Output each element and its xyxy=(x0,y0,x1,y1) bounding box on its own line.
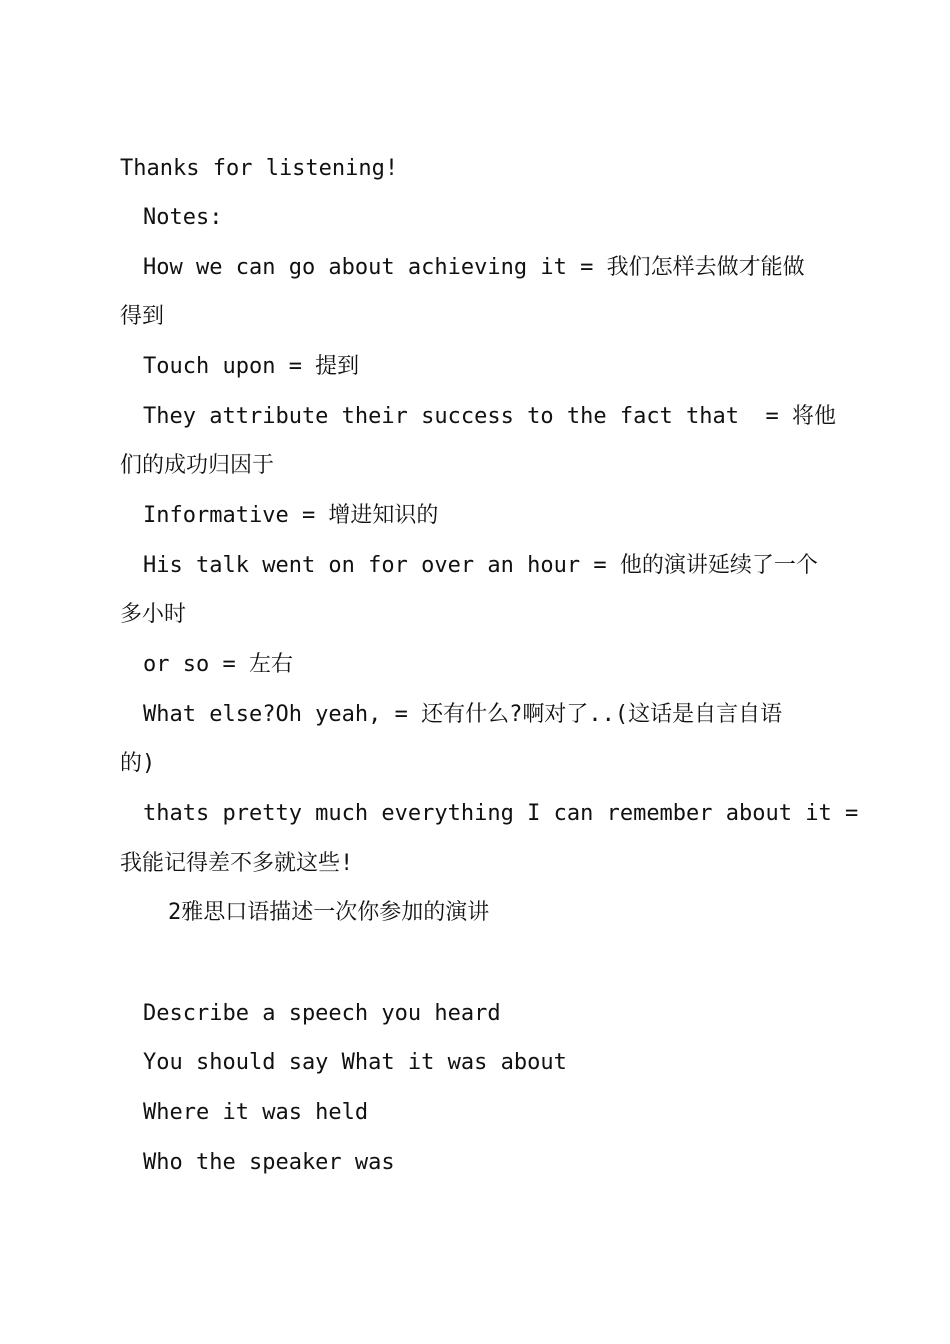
text-line: 我能记得差不多就这些! xyxy=(120,851,354,876)
text-line: You should say What it was about xyxy=(143,1050,567,1075)
text-line: They attribute their success to the fact that = 将他 xyxy=(143,404,837,429)
text-line: 们的成功归因于 xyxy=(120,453,275,478)
text-line: How we can go about achieving it = 我们怎样去做才能做 xyxy=(143,255,805,280)
text-line: Informative = 增进知识的 xyxy=(143,503,439,528)
text-line: 的) xyxy=(120,751,156,776)
section-heading: 2雅思口语描述一次你参加的演讲 xyxy=(168,900,490,925)
text-line: Who the speaker was xyxy=(143,1150,395,1175)
notes-heading: Notes: xyxy=(143,205,223,230)
text-line: Thanks for listening! xyxy=(120,156,399,181)
text-line: or so = 左右 xyxy=(143,652,293,677)
text-line: His talk went on for over an hour = 他的演讲延续了一个 xyxy=(143,553,818,578)
text-line: 得到 xyxy=(120,304,165,329)
text-line: Touch upon = 提到 xyxy=(143,354,360,379)
text-line: Where it was held xyxy=(143,1100,369,1125)
text-line: thats pretty much everything I can remember about it = xyxy=(143,801,859,826)
text-line: 多小时 xyxy=(120,602,187,627)
text-line: What else?Oh yeah, = 还有什么?啊对了..(这话是自言自语 xyxy=(143,702,783,727)
text-line: Describe a speech you heard xyxy=(143,1001,501,1026)
